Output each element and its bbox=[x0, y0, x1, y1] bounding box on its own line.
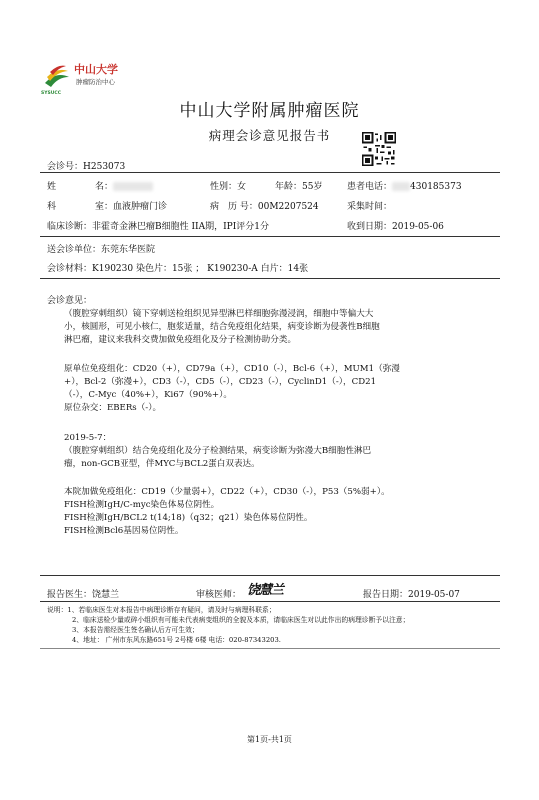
ihc-line: （-），C-Myc（40%+），Ki67（90%+）。 bbox=[64, 390, 233, 400]
reviewer-label: 审核医师： bbox=[196, 590, 242, 600]
divider-6 bbox=[40, 648, 500, 649]
opinion-label: 会诊意见： bbox=[47, 296, 93, 306]
reviewer-signature: 饶慧兰 bbox=[247, 583, 284, 598]
dept-field: 室：血液肿瘤门诊 bbox=[95, 202, 168, 212]
notes-block bbox=[47, 605, 502, 645]
hospital-logo bbox=[40, 55, 130, 99]
divider-top bbox=[40, 172, 500, 173]
opinion-line: 小，核圆形，可见小核仁，胞浆适量，结合免疫组化结果，病变诊断为侵袭性B细胞 bbox=[64, 322, 380, 332]
ihc-line: 原位杂交：EBERs（-）。 bbox=[64, 403, 162, 413]
sender-unit: 送会诊单位：东莞东华医院 bbox=[47, 245, 156, 255]
extra-line: 本院加做免疫组化：CD19（少量弱+），CD22（+），CD30（-），P53（5%弱+）。 bbox=[64, 487, 390, 497]
page-footer: 第1页-共1页 bbox=[247, 735, 292, 744]
clinical-diagnosis: 临床诊断：非霍奇金淋巴瘤B细胞性 IIA期，IPI评分1分 bbox=[47, 222, 269, 232]
logo-mark-text: SYSUCC bbox=[41, 91, 61, 96]
extra-line: FISH检测Bcl6基因易位阴性。 bbox=[64, 526, 184, 536]
ihc-block bbox=[64, 363, 504, 415]
note-line: 说明：1、若临床医生对本报告中病理诊断存有疑问，请及时与病理科联系； bbox=[47, 606, 276, 614]
report-subtitle: 病理会诊意见报告书 bbox=[208, 128, 331, 143]
final-diagnosis-block bbox=[64, 445, 504, 471]
qr-code-icon bbox=[362, 132, 396, 166]
final-line: 瘤，non-GCB亚型，伴MYC与BCL2蛋白双表达。 bbox=[64, 459, 260, 469]
ihc-line: 原单位免疫组化：CD20（+），CD79a（+），CD10（-），Bcl-6（+），MUM1（弥漫 bbox=[64, 364, 400, 374]
report-doctor: 报告医生：饶慧兰 bbox=[47, 590, 120, 600]
patient-name-field: 名： bbox=[95, 179, 153, 192]
report-date: 报告日期：2019-05-07 bbox=[363, 590, 460, 600]
redacted-phone bbox=[392, 182, 410, 191]
note-line: 3、本报告需经医生签名确认后方可生效； bbox=[72, 626, 199, 634]
note-line: 2、临床送检少量或碎小组织有可能未代表病变组织的全貌及本质，请临床医生对以此作出的病理诊断予以注意； bbox=[72, 616, 410, 624]
patient-name-label: 姓 bbox=[47, 182, 57, 192]
note-line: 4、地址： 广州市东风东路651号 2号楼 6楼 电话：020-87343203. bbox=[72, 636, 281, 644]
extra-line: FISH检测IgH/C-myc染色体易位阴性。 bbox=[64, 500, 220, 510]
record-field: 历 号：00M2207524 bbox=[228, 202, 319, 212]
patient-phone: 患者电话： 430185373 bbox=[347, 182, 462, 192]
final-line: （腹腔穿刺组织）结合免疫组化及分子检测结果，病变诊断为弥漫大B细胞性淋巴 bbox=[64, 446, 372, 456]
collect-time: 采集时间： bbox=[347, 202, 393, 212]
record-label: 病 bbox=[210, 202, 220, 212]
extra-line: FISH检测IgH/BCL2 t(14;18)（q32；q21）染色体易位阴性。 bbox=[64, 513, 313, 523]
divider-5 bbox=[40, 601, 500, 602]
opinion-line: （腹腔穿刺组织）镜下穿刺送检组织见异型淋巴样细胞弥漫浸润，细胞中等偏大大 bbox=[64, 309, 374, 319]
hospital-title: 中山大学附属肿瘤医院 bbox=[179, 101, 360, 121]
patient-sex: 性别：女 bbox=[210, 182, 247, 192]
opinion-block bbox=[64, 308, 504, 347]
redacted-name bbox=[113, 182, 153, 191]
logo-sub: 肿瘤防治中心 bbox=[76, 78, 115, 86]
logo-name: 中山大学 bbox=[74, 63, 118, 76]
extra-tests-block bbox=[64, 486, 504, 538]
consult-number: 会诊号：H253073 bbox=[47, 162, 126, 172]
divider-2 bbox=[40, 236, 500, 237]
divider-4 bbox=[40, 575, 500, 576]
ihc-line: +），Bcl-2（弥漫+），CD3（-），CD5（-），CD23（-），CyclinD1（-），CD21 bbox=[64, 377, 377, 387]
consult-material: 会诊材料：K190230 染色片：15张 ； K190230-A 白片：14张 bbox=[47, 264, 309, 274]
opinion-line: 淋巴瘤，建议来我科交费加做免疫组化及分子检测协助分类。 bbox=[64, 335, 297, 345]
divider-3 bbox=[40, 278, 500, 279]
received-date: 收到日期：2019-05-06 bbox=[347, 222, 444, 232]
patient-age: 年龄：55岁 bbox=[275, 182, 323, 192]
logo-mark-icon bbox=[42, 63, 72, 93]
dept-label: 科 bbox=[47, 202, 57, 212]
followup-date: 2019-5-7： bbox=[64, 433, 112, 443]
